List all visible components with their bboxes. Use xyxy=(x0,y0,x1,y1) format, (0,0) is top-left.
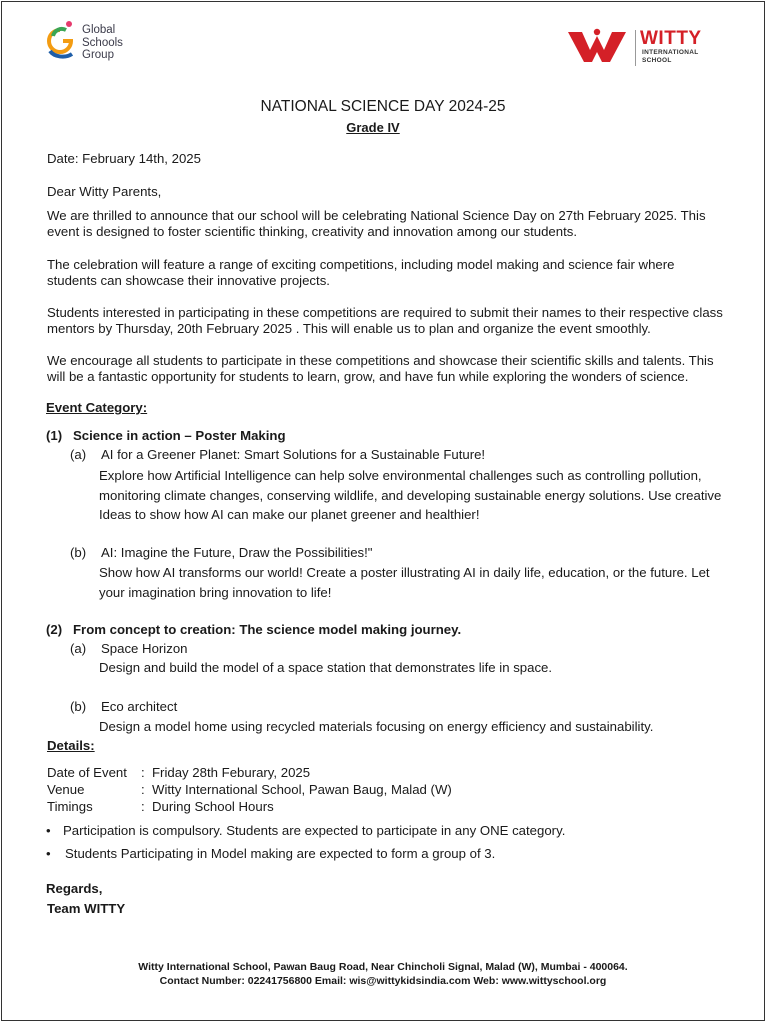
category-2a-letter: (a) xyxy=(70,641,87,656)
category-1b-letter: (b) xyxy=(70,545,87,560)
details-heading: Details: xyxy=(47,738,95,753)
category-1b-title: AI: Imagine the Future, Draw the Possibilities!" xyxy=(101,545,373,560)
bullet-text: Students Participating in Model making are expected to form a group of 3. xyxy=(65,846,496,861)
gsg-wordmark xyxy=(82,24,123,62)
gsg-line1: Global xyxy=(82,24,116,36)
details-label: Date of Event xyxy=(47,765,127,780)
gsg-line2: Schools xyxy=(82,36,123,49)
category-1a-title: AI for a Greener Planet: Smart Solutions for a Sustainable Future! xyxy=(101,447,486,462)
details-label: Timings xyxy=(47,799,93,814)
regards: Regards, xyxy=(46,881,103,896)
paragraph-2: The celebration will feature a range of exciting competitions, including model making and science fair where students can showcase their innovative projects. xyxy=(47,257,675,288)
footer-contact: Contact Number: 02241756800 Email: wis@wittykidsindia.com Web: www.wittyschool.org xyxy=(159,975,607,987)
category-1b-desc: Show how AI transforms our world! Create a poster illustrating AI in daily life, education, or the future. Let your imagination bring innovation to life! xyxy=(99,565,710,600)
category-2b-title: Eco architect xyxy=(101,699,178,714)
category-2b-desc: Design a model home using recycled materials focusing on energy efficiency and sustainability. xyxy=(99,719,654,734)
witty-w-icon xyxy=(566,28,628,64)
category-2a-title: Space Horizon xyxy=(101,641,188,656)
gsg-emblem-icon xyxy=(46,20,80,64)
details-label: Venue xyxy=(47,782,85,797)
footer-address: Witty International School, Pawan Baug Road, Near Chincholi Signal, Malad (W), Mumbai - 400064. xyxy=(138,961,628,973)
witty-subtitle xyxy=(642,49,699,64)
grade-label: Grade IV xyxy=(346,120,400,135)
details-colon: : xyxy=(141,765,145,780)
salutation: Dear Witty Parents, xyxy=(47,184,162,199)
details-value: During School Hours xyxy=(152,799,274,814)
category-1a-letter: (a) xyxy=(70,447,87,462)
details-colon: : xyxy=(141,782,145,797)
witty-sub-line2: SCHOOL xyxy=(642,56,672,64)
witty-sub-line1: INTERNATIONAL xyxy=(642,49,699,56)
paragraph-3: Students interested in participating in these competitions are required to submit their names to their respective class mentors by Thursday, 20th February 2025 . This will enable us to plan and organize the event smoothly. xyxy=(47,305,723,336)
category-2-title: From concept to creation: The science model making journey. xyxy=(73,622,462,637)
bullet-icon: • xyxy=(46,846,51,861)
bullet-icon: • xyxy=(46,823,51,838)
category-1-number: (1) xyxy=(46,428,63,443)
global-schools-group-logo xyxy=(46,20,156,68)
signature-team: Team WITTY xyxy=(47,901,126,916)
witty-logo xyxy=(566,28,726,70)
category-2a-desc: Design and build the model of a space station that demonstrates life in space. xyxy=(99,660,553,675)
category-2b-letter: (b) xyxy=(70,699,87,714)
category-1-title: Science in action – Poster Making xyxy=(73,428,286,443)
letter-date: Date: February 14th, 2025 xyxy=(47,151,201,166)
details-value: Witty International School, Pawan Baug, Malad (W) xyxy=(152,782,452,797)
gsg-line3: Group xyxy=(82,49,114,61)
details-value: Friday 28th Feburary, 2025 xyxy=(152,765,311,780)
bullet-text: Participation is compulsory. Students are expected to participate in any ONE category. xyxy=(63,823,566,838)
document-title: NATIONAL SCIENCE DAY 2024-25 xyxy=(260,98,506,115)
event-category-heading: Event Category: xyxy=(46,400,148,415)
category-2-number: (2) xyxy=(46,622,63,637)
paragraph-4: We encourage all students to participate in these competitions and showcase their scientific skills and talents. This will be a fantastic opportunity for students to learn, grow, and have fun while exploring the wonders of science. xyxy=(47,353,714,384)
paragraph-1: We are thrilled to announce that our school will be celebrating National Science Day on 27th February 2025. This event is designed to foster scientific thinking, creativity and innovation among our students. xyxy=(47,208,706,239)
details-colon: : xyxy=(141,799,145,814)
witty-divider xyxy=(635,30,636,66)
category-1a-desc: Explore how Artificial Intelligence can help solve environmental challenges such as controlling pollution, monitoring climate changes, conserving wildlife, and developing sustainable energy solutions. Use creative Ideas to show how AI can make our planet greener and healthier! xyxy=(99,468,722,522)
witty-wordmark: WITTY xyxy=(640,28,702,49)
